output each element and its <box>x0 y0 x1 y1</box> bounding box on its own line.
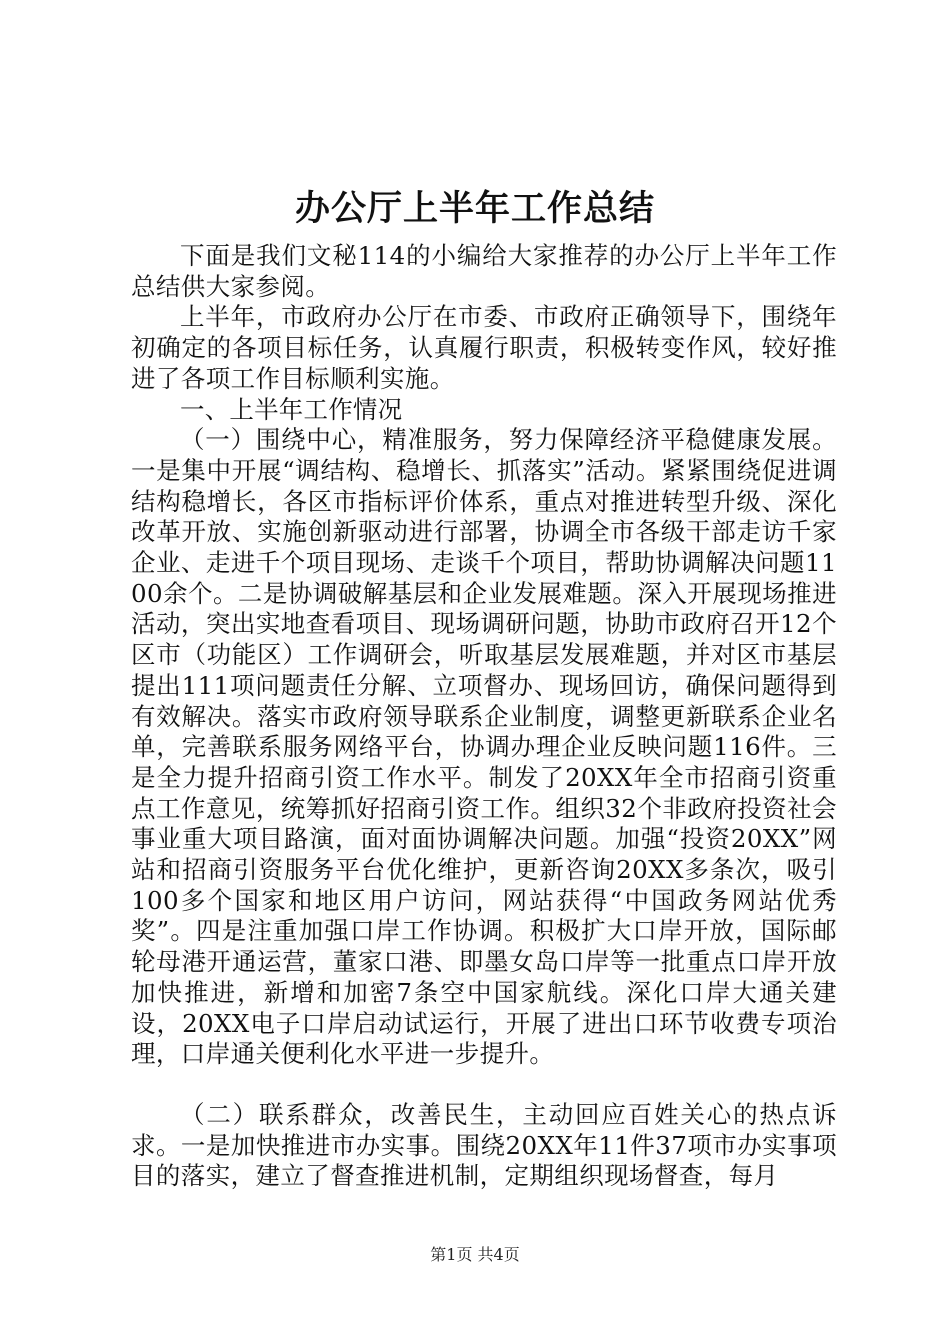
section-heading: 一、上半年工作情况 <box>180 394 403 424</box>
paragraph-section-2: （二）联系群众，改善民生，主动回应百姓关心的热点诉求。一是加快推进市办实事。围绕20XX年11件37项市办实事项目的落实，建立了督查推进机制，定期组织现场督查，每月 <box>131 1099 837 1191</box>
paragraph-summary: 上半年，市政府办公厅在市委、市政府正确领导下，围绕年初确定的各项目标任务，认真履行职责，积极转变作风，较好推进了各项工作目标顺利实施。 <box>131 302 837 393</box>
page-indicator: 第1页 共4页 <box>430 1245 520 1264</box>
paragraph-intro: 下面是我们文秘114的小编给大家推荐的办公厅上半年工作总结供大家参阅。 <box>131 241 837 301</box>
document-title: 办公厅上半年工作总结 <box>294 188 655 229</box>
paragraph-section-1: （一）围绕中心，精准服务，努力保障经济平稳健康发展。一是集中开展“调结构、稳增长、抓落实”活动。紧紧围绕促进调结构稳增长，各区市指标评价体系，重点对推进转型升级、深化改革开放、实施创新驱动进行部署，协调全市各级干部走访千家企业、走进千个项目现场、走谈千个项目，帮助协调解决问题1100余个。二是协调破解基层和企业发展难题。深入开展现场推进活动，突出实地查看项目、现场调研问题，协助市政府召开12个区市（功能区）工作调研会，听取基层发展难题，并对区市基层提出111项问题责任分解、立项督办、现场回访，确保问题得到有效解决。落实市政府领导联系企业制度，调整更新联系企业名单，完善联系服务网络平台，协调办理企业反映问题116件。三是全力提升招商引资工作水平。制发了20XX年全市招商引资重点工作意见，统筹抓好招商引资工作。组织32个非政府投资社会事业重大项目路演，面对面协调解决问题。加强“投资20XX”网站和招商引资服务平台优化维护，更新咨询20XX多条次，吸引100多个国家和地区用户访问，网站获得“中国政务网站优秀奖”。四是注重加强口岸工作协调。积极扩大口岸开放，国际邮轮母港开通运营，董家口港、即墨女岛口岸等一批重点口岸开放加快推进，新增和加密7条空中国家航线。深化口岸大通关建设，20XX电子口岸启动试运行，开展了进出口环节收费专项治理，口岸通关便利化水平进一步提升。 <box>131 425 837 1069</box>
document-body <box>131 241 837 1192</box>
